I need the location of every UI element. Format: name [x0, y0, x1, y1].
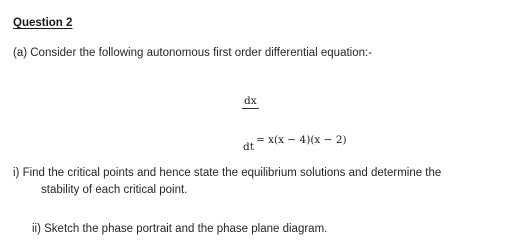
part-ii-text: ii) Sketch the phase portrait and the phase plane diagram.: [32, 223, 328, 235]
equation-denominator: dt: [243, 141, 254, 153]
part-i-text-line1: i) Find the critical points and hence state the equilibrium solutions and determine the: [13, 167, 442, 179]
part-a-text: (a) Consider the following autonomous first order differential equation:-: [13, 47, 373, 59]
question-title: Question 2: [13, 17, 73, 29]
equation-numerator: dx: [244, 95, 257, 107]
part-i-text-line2: stability of each critical point.: [41, 184, 188, 196]
equation-rhs: = x(x − 4)(x − 2): [256, 134, 347, 146]
